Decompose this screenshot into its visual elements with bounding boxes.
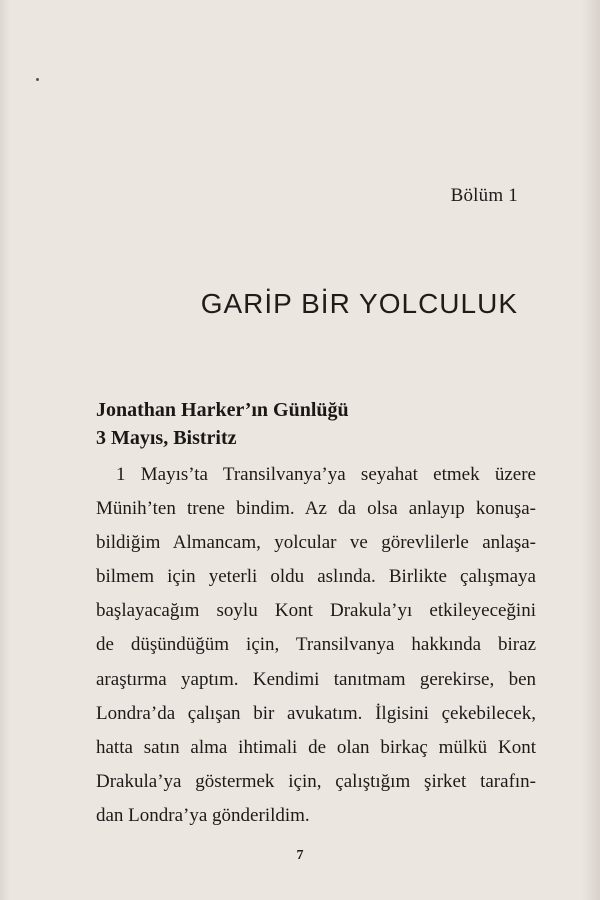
paragraph-line: 1 Mayıs’ta Transilvanya’ya seyahat etmek üzere <box>116 464 536 485</box>
paper-speck <box>36 78 39 81</box>
page-number: 7 <box>296 848 304 863</box>
paragraph-line: hatta satın alma ihtimali de olan birkaç mülkü Kont <box>96 736 536 758</box>
chapter-label: Bölüm 1 <box>450 185 518 206</box>
diary-heading <box>96 396 349 452</box>
chapter-title: GARİP BİR YOLCULUK <box>200 288 518 319</box>
body-paragraph <box>96 458 536 833</box>
diary-heading-author: Jonathan Harker’ın Günlüğü <box>96 399 349 421</box>
paragraph-line: Drakula’ya göstermek için, çalıştığım şirket tarafın- <box>96 770 536 792</box>
diary-heading-date: 3 Mayıs, Bistritz <box>96 427 237 449</box>
paragraph-line: Münih’ten trene bindim. Az da olsa anlayıp konuşa- <box>96 498 536 520</box>
paragraph-line: başlayacağım soylu Kont Drakula’yı etkileyeceğini <box>96 600 536 622</box>
paragraph-line: Londra’da çalışan bir avukatım. İlgisini çekebilecek, <box>96 702 536 724</box>
paragraph-line: dan Londra’ya gönderildim. <box>96 804 310 826</box>
page-left-shadow <box>0 0 10 900</box>
paragraph-line: araştırma yaptım. Kendimi tanıtmam gerekirse, ben <box>96 668 536 690</box>
page-gutter-shadow <box>582 0 600 900</box>
paragraph-line: bilmem için yeterli oldu aslında. Birlikte çalışmaya <box>96 566 536 588</box>
paragraph-line: bildiğim Almancam, yolcular ve görevlilerle anlaşa- <box>96 532 536 554</box>
paragraph-line: de düşündüğüm için, Transilvanya hakkında biraz <box>96 634 536 656</box>
